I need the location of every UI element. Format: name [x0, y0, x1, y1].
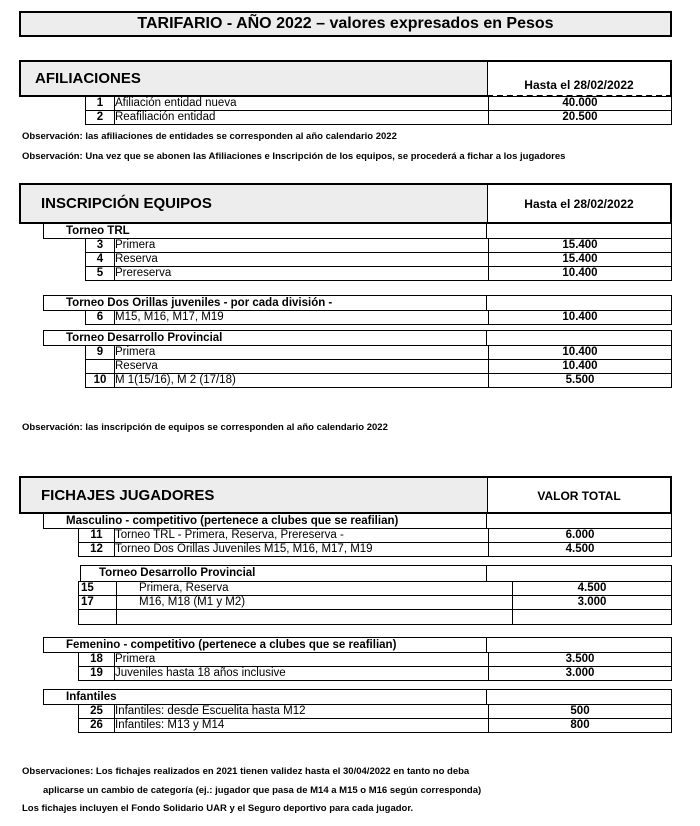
inscripcion-col-header: Hasta el 28/02/2022: [487, 183, 672, 224]
row-value: 10.400: [489, 360, 672, 374]
row-number: 11: [79, 529, 115, 543]
row-value: 15.400: [489, 253, 672, 267]
group-fichajes-desarrollo: Torneo Desarrollo Provincial: [80, 565, 487, 582]
row-number: 9: [86, 346, 115, 360]
group-infantiles-value-cell: [486, 689, 672, 705]
row-description: Reserva: [115, 253, 489, 267]
row-value: 10.400: [489, 311, 672, 325]
row-description: M15, M16, M17, M19: [115, 311, 489, 325]
group-masculino: Masculino - competitivo (pertenece a clubes que se reafilian): [43, 513, 487, 529]
fichajes-observation-2: aplicarse un cambio de categoría (ej.: jugador que pasa de M14 a M15 o M16 según corresponda): [43, 785, 482, 796]
table-row: [86, 239, 672, 253]
table-row: [79, 610, 672, 625]
group-dos-orillas: Torneo Dos Orillas juveniles - por cada división -: [43, 295, 487, 311]
row-description: Infantiles: desde Escuelita hasta M12: [115, 705, 489, 719]
table-row: [79, 653, 672, 667]
torneo-trl-table: [85, 238, 672, 281]
inscripcion-observation: Observación: las inscripción de equipos se corresponden al año calendario 2022: [22, 422, 388, 433]
table-row: [79, 543, 672, 557]
table-row: [79, 705, 672, 719]
table-row: [79, 596, 672, 610]
row-number: 4: [86, 253, 115, 267]
dos-orillas-table: [85, 310, 672, 325]
fichajes-observation-1: Observaciones: Los fichajes realizados en 2021 tienen validez hasta el 30/04/2022 en tanto no deba: [22, 766, 470, 777]
fichajes-desarrollo-table: [78, 581, 672, 625]
page-title: TARIFARIO - AÑO 2022 – valores expresados en Pesos: [19, 11, 672, 37]
row-number: 15: [79, 582, 117, 596]
table-row: [86, 374, 672, 388]
afiliaciones-observation-1: Observación: las afiliaciones de entidades se corresponden al año calendario 2022: [22, 131, 397, 142]
group-desarrollo-provincial-value-cell: [486, 330, 672, 346]
row-number: 5: [86, 267, 115, 281]
table-row: [86, 267, 672, 281]
desarrollo-provincial-table: [85, 345, 672, 388]
table-row: [86, 311, 672, 325]
empty-cell: [79, 610, 117, 625]
empty-cell: [117, 610, 513, 625]
group-desarrollo-provincial: Torneo Desarrollo Provincial: [43, 330, 487, 346]
table-row: [86, 346, 672, 360]
fichajes-heading: FICHAJES JUGADORES: [19, 476, 488, 514]
row-value: 3.000: [489, 667, 672, 681]
row-number: 17: [79, 596, 117, 610]
inscripcion-heading: INSCRIPCIÓN EQUIPOS: [19, 183, 488, 224]
row-description: Prereserva: [115, 267, 489, 281]
group-femenino-value-cell: [486, 637, 672, 653]
row-value: 4.500: [513, 582, 672, 596]
row-number: 1: [86, 97, 115, 111]
row-number: 25: [79, 705, 115, 719]
table-row: [79, 719, 672, 733]
row-value: 3.500: [489, 653, 672, 667]
row-number: [86, 360, 115, 374]
row-value: 800: [489, 719, 672, 733]
row-number: 26: [79, 719, 115, 733]
row-value: 4.500: [489, 543, 672, 557]
row-number: 3: [86, 239, 115, 253]
row-number: 6: [86, 311, 115, 325]
row-value: 6.000: [489, 529, 672, 543]
row-description: Infantiles: M13 y M14: [115, 719, 489, 733]
table-row: [86, 111, 672, 125]
masculino-table: [78, 528, 672, 557]
table-row: [79, 529, 672, 543]
row-description: M 1(15/16), M 2 (17/18): [115, 374, 489, 388]
fichajes-observation-3: Los fichajes incluyen el Fondo Solidario UAR y el Seguro deportivo para cada jugador.: [22, 803, 414, 814]
row-value: 40.000: [489, 97, 672, 111]
group-infantiles: Infantiles: [43, 689, 487, 705]
row-description: Juveniles hasta 18 años inclusive: [115, 667, 489, 681]
group-dos-orillas-value-cell: [486, 295, 672, 311]
row-number: 12: [79, 543, 115, 557]
row-number: 19: [79, 667, 115, 681]
afiliaciones-heading: AFILIACIONES: [19, 60, 488, 97]
group-femenino: Femenino - competitivo (pertenece a clubes que se reafilian): [43, 637, 487, 653]
row-number: 2: [86, 111, 115, 125]
row-description: Primera: [115, 653, 489, 667]
row-description: Reafiliación entidad: [115, 111, 489, 125]
row-description: Torneo Dos Orillas Juveniles M15, M16, M17, M19: [115, 543, 489, 557]
table-row: [86, 253, 672, 267]
afiliaciones-observation-2: Observación: Una vez que se abonen las Afiliaciones e Inscripción de los equipos, se procederá a fichar a los jugadores: [22, 151, 566, 162]
empty-cell: [513, 610, 672, 625]
row-value: 10.400: [489, 267, 672, 281]
row-description: Primera, Reserva: [117, 582, 513, 596]
table-row: [86, 97, 672, 111]
table-row: [79, 667, 672, 681]
group-masculino-value-cell: [486, 513, 672, 529]
afiliaciones-table: [85, 96, 672, 125]
row-description: Reserva: [115, 360, 489, 374]
row-description: Torneo TRL - Primera, Reserva, Prereserva -: [115, 529, 489, 543]
row-description: M16, M18 (M1 y M2): [117, 596, 513, 610]
table-row: [86, 360, 672, 374]
afiliaciones-col-header: Hasta el 28/02/2022: [487, 60, 672, 97]
row-value: 10.400: [489, 346, 672, 360]
infantiles-table: [78, 704, 672, 733]
row-value: 5.500: [489, 374, 672, 388]
row-description: Primera: [115, 346, 489, 360]
row-value: 500: [489, 705, 672, 719]
row-description: Afiliación entidad nueva: [115, 97, 489, 111]
group-torneo-trl-value-cell: [486, 223, 672, 239]
table-row: [79, 582, 672, 596]
row-number: 10: [86, 374, 115, 388]
femenino-table: [78, 652, 672, 681]
row-value: 20.500: [489, 111, 672, 125]
row-value: 3.000: [513, 596, 672, 610]
fichajes-col-header: VALOR TOTAL: [487, 476, 672, 514]
group-torneo-trl: Torneo TRL: [43, 223, 487, 239]
row-description: Primera: [115, 239, 489, 253]
group-fichajes-desarrollo-value-cell: [486, 565, 672, 582]
row-number: 18: [79, 653, 115, 667]
row-value: 15.400: [489, 239, 672, 253]
